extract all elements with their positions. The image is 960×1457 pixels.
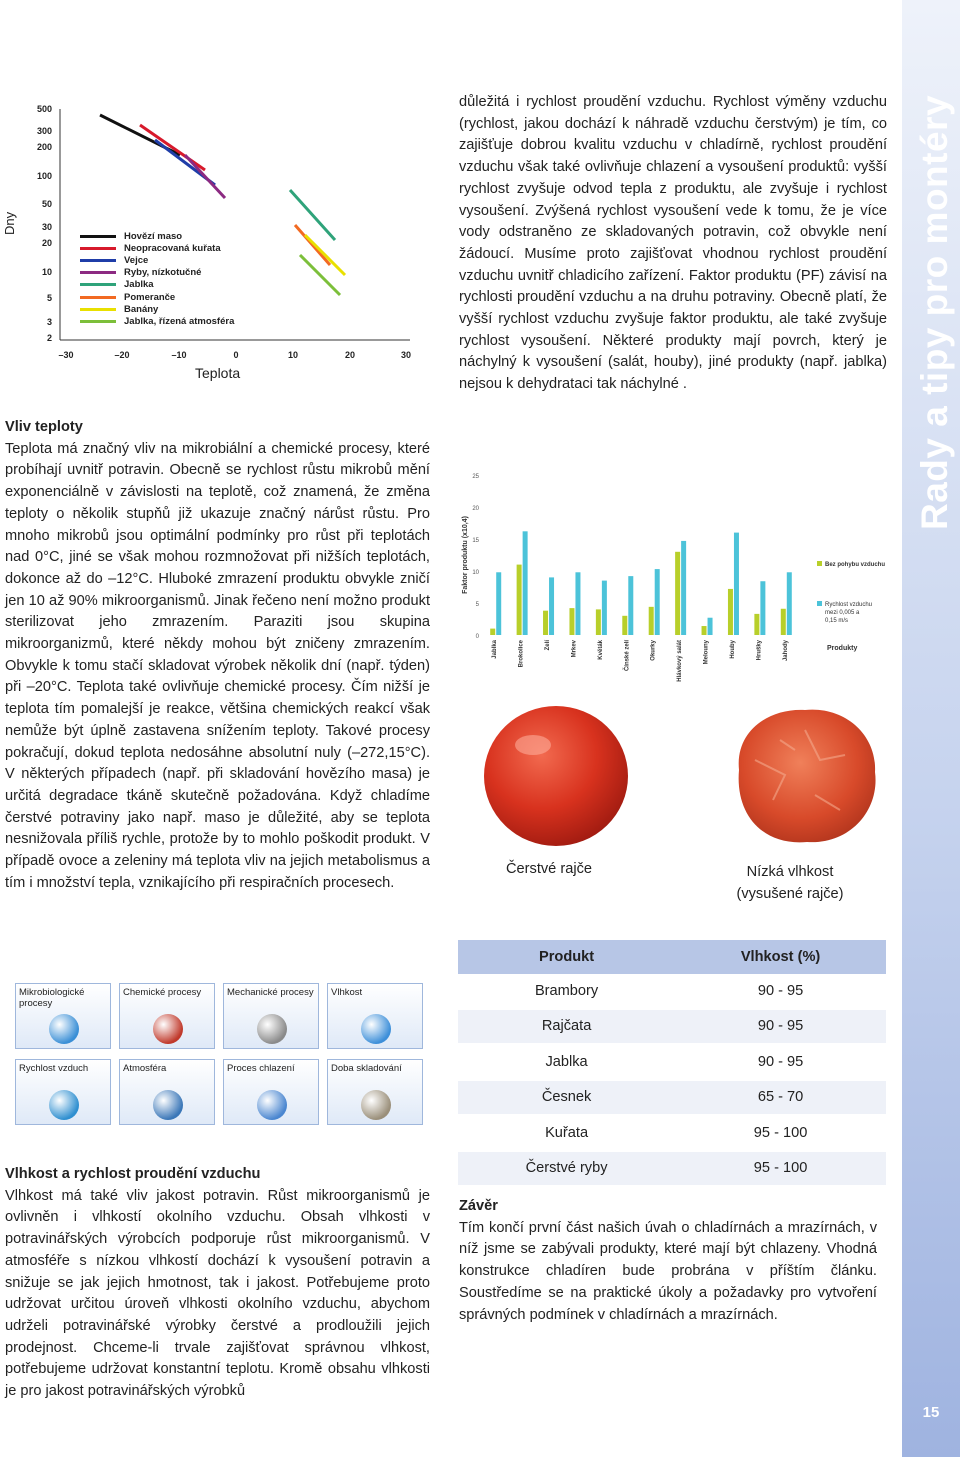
temp-chart-xlabel: Teplota (195, 365, 241, 381)
temp-legend-item (80, 267, 260, 279)
temperature-chart (0, 95, 440, 395)
table-cell-product: Jablka (458, 1044, 675, 1080)
process-icon-tile (15, 983, 111, 1049)
caption-dried-line1: Nízká vlhkost (746, 864, 834, 880)
table-cell-product: Česnek (458, 1080, 675, 1116)
temp-legend-item (80, 303, 260, 315)
heading-vlhkost: Vlhkost a rychlost proudění vzduchu (5, 1166, 261, 1182)
refresh-arrows-icon (49, 1090, 79, 1120)
hammer-icon (257, 1014, 287, 1044)
temp-y-tick: 100 (36, 171, 52, 181)
table-cell-humidity: 90 - 95 (675, 974, 886, 1009)
hourglass-icon (361, 1090, 391, 1120)
temp-series-line (140, 125, 205, 170)
table-cell-product: Čerstvé ryby (458, 1151, 675, 1187)
process-icon-tile (15, 1059, 111, 1125)
temp-legend-label: Hovězí maso (124, 230, 183, 242)
temp-legend-swatch (80, 259, 116, 262)
table-header-humidity: Vlhkost (%) (675, 940, 886, 974)
process-icon-label: Doba skladování (331, 1063, 402, 1074)
temp-y-tick: 20 (41, 238, 52, 248)
sidebar (902, 0, 960, 1457)
table-cell-humidity: 90 - 95 (675, 1044, 886, 1080)
bar-category-label: Čínské zelí (624, 640, 631, 672)
temp-legend-label: Ryby, nízkotučné (124, 267, 202, 279)
table-cell-humidity: 90 - 95 (675, 1009, 886, 1045)
temp-legend-swatch (80, 320, 116, 323)
humidity-table-wrapper (458, 940, 886, 1187)
bar (602, 581, 607, 635)
bar (754, 614, 759, 635)
bar (734, 533, 739, 635)
temp-x-tick: 0 (233, 350, 239, 360)
temp-legend-label: Jablka (124, 279, 154, 291)
process-icon-label: Chemické procesy (123, 987, 202, 998)
bar (787, 572, 792, 635)
dried-tomato-photo (725, 700, 885, 850)
bar (628, 576, 633, 635)
heading-zaver: Závěr (459, 1198, 498, 1214)
temp-y-tick: 10 (41, 267, 52, 277)
snowflake-icon (257, 1090, 287, 1120)
bar (523, 531, 528, 635)
temp-x-tick: 10 (287, 350, 299, 360)
temp-legend-label: Vejce (124, 254, 149, 266)
bar (575, 572, 580, 635)
bar (760, 581, 765, 635)
bar-category-label: Houby (729, 640, 736, 659)
product-factor-chart-svg (455, 465, 895, 690)
bar-category-label: Brokolice (518, 640, 525, 668)
process-icon-label: Atmosféra (123, 1063, 167, 1074)
process-icon-label: Mechanické procesy (227, 987, 314, 998)
temp-y-tick: 2 (46, 333, 52, 343)
bar (702, 626, 707, 635)
temp-legend-item (80, 230, 260, 242)
fresh-tomato-image (478, 700, 633, 850)
bar-y-tick: 25 (472, 474, 479, 480)
bar-chart-ylabel: Faktor produktu (x10,4) (462, 516, 469, 594)
temp-legend-item (80, 279, 260, 291)
globe-icon (49, 1014, 79, 1044)
table-row (458, 1115, 886, 1151)
temp-x-tick: 20 (344, 350, 356, 360)
temp-x-tick: 30 (400, 350, 412, 360)
temp-legend-swatch (80, 308, 116, 311)
temp-chart-legend (80, 230, 260, 328)
process-icon-tile (327, 983, 423, 1049)
bar (655, 569, 660, 635)
paragraph-vliv-teploty: Teplota má značný vliv na mikrobiální a chemické procesy, které probíhají uvnitř potravin. Obecně se rychlost růstu mikrobů mění exponenciálně v závislosti na teplotě, což znamená, že změna teploty o několik stupňů již ukazuje značný nárůst růstu. Pro mnoho mikrobů jsou optimální podmínky pro růst při teplotách nad 0°C, jiné se však mohou rozmnožovat při nižších teplotách, dokonce až do –12°C. Hluboké zmrazení produktu obvykle zničí jen 10 až 90% mikroorganismů. Jinak řečeno není možno produkt sterilizovat jeho zmrazením. Paraziti jsou skupina mikroorganizmů, které někdy mohou být zničeny zmrazením. Obvykle k tomu stačí skladovat výrobek několik dní (např. týden) při –20°C. Teplota také ovlivňuje chemické procesy. Čím nižší je teplota tím pomalejší je reakce, většina chemických reakcí však nemůže být úplně zastavena snížením teploty. Takové procesy pokračují, dokud teplota nedosáhne absolutní nuly (–272,15°C). V některých případech (např. při skladování hovězího masa) je určitá degradace tkáně skutečně požadována. Když chladíme čerstvé potraviny jako např. maso je důležité, aby se teplota nesnižovala příliš rychle, protože by to mohlo poškodit produkt. V případě ovoce a zeleniny má teplota vliv na jejich metabolismus a tím i množství tepla, vznikajícího při respiračních procesech. (5, 440, 430, 891)
temp-legend-item (80, 315, 260, 327)
table-cell-humidity: 95 - 100 (675, 1151, 886, 1187)
temp-legend-item (80, 242, 260, 254)
table-cell-humidity: 95 - 100 (675, 1115, 886, 1151)
bar-y-tick: 20 (472, 506, 479, 512)
temp-series-line (185, 155, 225, 198)
temp-legend-label: Pomeranče (124, 291, 176, 303)
bar-legend-swatch (817, 601, 822, 606)
heading-vliv-teploty: Vliv teploty (5, 419, 83, 435)
temp-series-line (290, 190, 335, 240)
temp-chart-ylabel: Dny (2, 211, 17, 235)
caption-dried-line2: (vysušené rajče) (736, 886, 844, 902)
temp-y-tick: 30 (41, 222, 52, 232)
table-cell-humidity: 65 - 70 (675, 1080, 886, 1116)
table-cell-product: Kuřata (458, 1115, 675, 1151)
temp-y-tick: 500 (36, 104, 52, 114)
table-row (458, 1044, 886, 1080)
bar-category-label: Jablka (492, 640, 499, 659)
table-row (458, 1151, 886, 1187)
temp-legend-swatch (80, 247, 116, 250)
bar-legend-swatch (817, 561, 822, 566)
bar-category-label: Mrkev (571, 640, 578, 658)
bar-category-label: Hlávkový salát (677, 640, 684, 682)
dried-tomato-image (725, 700, 885, 850)
bar (543, 611, 548, 635)
bar-y-tick: 15 (472, 538, 479, 544)
paragraph-vlhkost: Vlhkost má také vliv jakost potravin. Růst mikroorganismů je ovlivněn i vlhkostí okolního vzduchu. Obsah vlhkosti v potravinářských výrobcích podporuje růst mikroorganismů. V atmosféře s nízkou vlhkostí dochází k vysoušení potravin a snižuje se jak jejich hmotnost, tak i jakost. Potřebujeme proto udržovat určitou úroveň vlhkosti okolního vzduchu, abychom udrželi potravinářské výrobky čerstvé a prodloužili jejich prodejnost. Chceme-li trvale zajišťovat správnou vlhkost, potřebujeme udržovat konstantní teplotu. Kromě obsahu vlhkosti je pro jakost potravinářských výrobků (5, 1187, 430, 1400)
conclusion (459, 1196, 877, 1326)
table-cell-product: Brambory (458, 974, 675, 1009)
process-icon-label: Mikrobiologické procesy (19, 987, 85, 1009)
product-factor-chart (455, 465, 895, 690)
atmosphere-icon (153, 1090, 183, 1120)
bar (549, 577, 554, 635)
process-icon-tile (327, 1059, 423, 1125)
bar (728, 589, 733, 635)
temp-series-line (305, 235, 345, 275)
temp-x-tick: –20 (114, 350, 130, 360)
molecule-icon (153, 1014, 183, 1044)
bar (569, 608, 574, 635)
temp-series-line (300, 255, 340, 295)
bar-legend-label: Bez pohybu vzduchu (825, 562, 885, 568)
temp-legend-label: Banány (124, 303, 159, 315)
bar-category-label: Hrušky (756, 640, 763, 661)
bar (781, 609, 786, 635)
temp-x-tick: –10 (171, 350, 187, 360)
temp-legend-swatch (80, 283, 116, 286)
bar (517, 565, 522, 635)
temp-legend-swatch (80, 235, 116, 238)
table-header-product: Produkt (458, 940, 675, 974)
bar (681, 541, 686, 635)
temp-y-tick: 200 (36, 142, 52, 152)
sidebar-title: Rady a tipy pro montéry (914, 94, 955, 530)
process-icon-tile (223, 983, 319, 1049)
bar-y-tick: 5 (475, 602, 479, 608)
process-icon-label: Proces chlazení (227, 1063, 295, 1074)
process-icon-label: Vlhkost (331, 987, 363, 998)
bar-category-label: Okurky (650, 640, 657, 661)
temp-y-tick: 3 (46, 317, 52, 327)
bar (649, 607, 654, 635)
bar-category-label: Zelí (545, 640, 552, 651)
process-icon-label: Rychlost vzduch (19, 1063, 89, 1074)
process-icon-tile (119, 1059, 215, 1125)
temp-y-tick: 50 (41, 199, 52, 209)
caption-fresh-tomato: Čerstvé rajče (506, 861, 592, 877)
temp-legend-label: Jablka, řízená atmosféra (124, 315, 235, 327)
temp-y-tick: 300 (36, 126, 52, 136)
bar-category-label: Jahody (782, 640, 789, 662)
temp-legend-swatch (80, 271, 116, 274)
right-column (459, 92, 887, 396)
paragraph-zaver: Tím končí první část našich úvah o chladírnách a mrazírnách, v níž jsme se zabývali produkty, které mají být chlazeny. Vhodná konstrukce chladíren bude probrána v příštím článku. Soustředíme se na praktické úkoly a požadavky pro vytvoření správných podmínek v chladírnách a mrazírnách. (459, 1219, 877, 1323)
process-icon-grid (15, 983, 435, 1133)
process-icon-tile (119, 983, 215, 1049)
temp-series-line (295, 225, 330, 265)
page-number: 15 (922, 1404, 940, 1421)
temp-legend-item (80, 291, 260, 303)
bar (496, 572, 501, 635)
temp-y-tick: 5 (46, 293, 52, 303)
table-row (458, 1009, 886, 1045)
humidity-table (458, 940, 886, 1187)
table-row (458, 974, 886, 1009)
bar (596, 609, 601, 635)
table-row (458, 1080, 886, 1116)
bar-category-label: Květák (597, 640, 604, 660)
bar-y-tick: 0 (475, 634, 479, 640)
temp-legend-item (80, 254, 260, 266)
bar (708, 618, 713, 635)
bar-chart-xlabel: Produkty (827, 645, 858, 652)
left-column (5, 417, 430, 894)
table-cell-product: Rajčata (458, 1009, 675, 1045)
bar (622, 616, 627, 635)
caption-dried-tomato (700, 861, 880, 905)
temp-legend-swatch (80, 296, 116, 299)
bar-legend-label: Rychlost vzduchu mezi 0,005 a 0,15 m/s (825, 602, 873, 624)
bar-category-label: Melouny (703, 640, 710, 665)
left-column-bottom (5, 1164, 430, 1403)
bar-y-tick: 10 (472, 570, 479, 576)
bar (490, 629, 495, 635)
temp-x-tick: –30 (58, 350, 74, 360)
bar (675, 552, 680, 635)
water-drop-icon (361, 1014, 391, 1044)
fresh-tomato-photo (478, 700, 633, 850)
temp-legend-label: Neopracovaná kuřata (124, 242, 221, 254)
paragraph-rychlost-vzduchu: důležitá i rychlost proudění vzduchu. Rychlost výměny vzduchu (rychlost, jakou dochází k náhradě vzduchu čerstvým) je tím, co zajišťuje dobrou kvalitu vzduchu v chladírně, rychlost proudění vzduchu však také ovlivňuje chlazení a vysoušení produktů: vyšší rychlost zvyšuje odvod tepla z produktu, ale zvyšuje i rychlost vysoušení. Zvýšená rychlost vysoušení vede k tomu, že je více vody odstraněno ze skladovaných potravin, což obvykle není žádoucí. Musíme proto zajišťovat vhodnou rychlost proudění vzduchu uvnitř chladicího zařízení. Faktor produktu (PF) závisí na rychlosti proudění vzduchu a na druhu potraviny. Obecně platí, že vyšší rychlost vzduchu zvyšuje faktor produktu, ale také zvyšuje rychlost vysoušení. Některé produkty mají povrch, který je náchylný k vysoušení (salát, houby), jiné produkty (např. jablka) nejsou k dehydrataci tak náchylné . (459, 94, 887, 393)
process-icon-tile (223, 1059, 319, 1125)
